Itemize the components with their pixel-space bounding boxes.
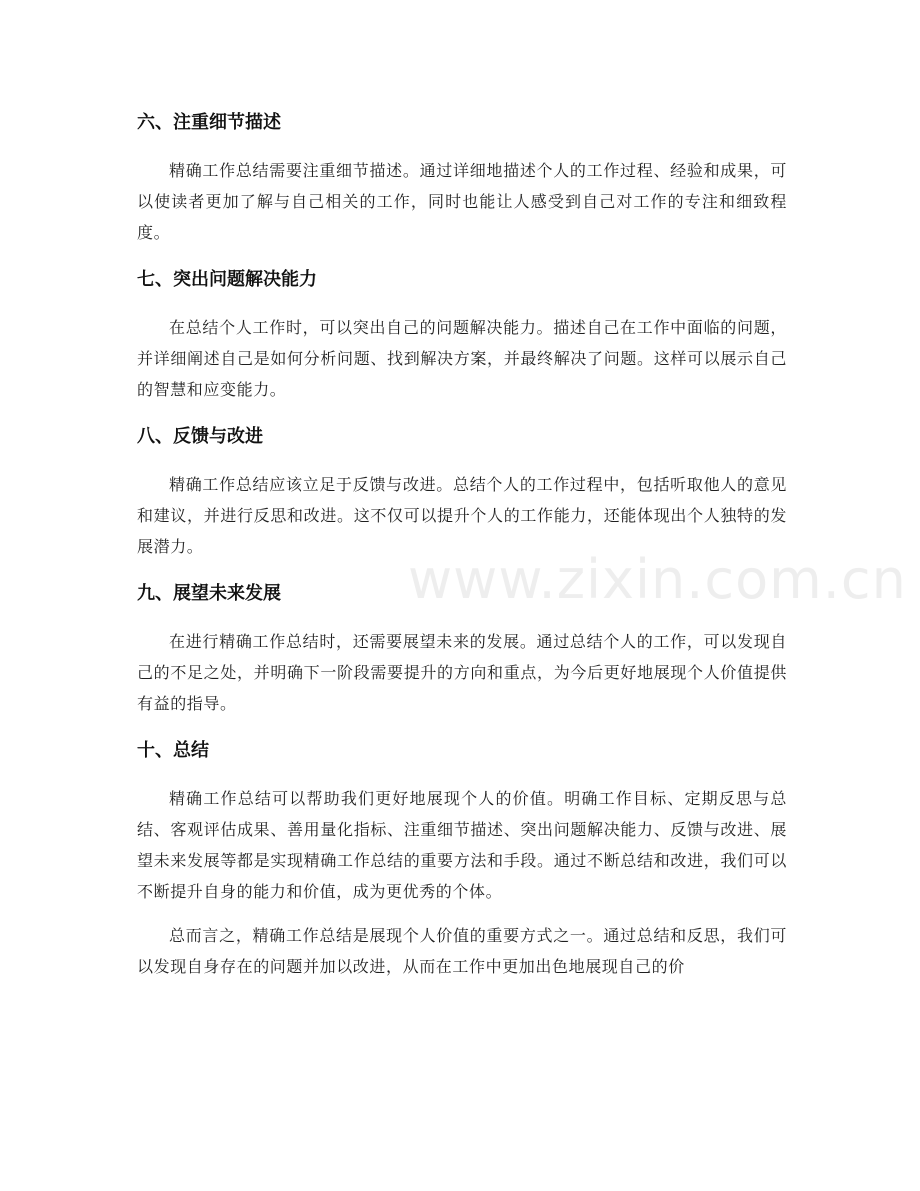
paragraph-conclusion: 总而言之，精确工作总结是展现个人价值的重要方式之一。通过总结和反思，我们可以发现自身存在的问题并加以改进，从而在工作中更加出色地展现自己的价	[137, 926, 787, 976]
paragraph-feedback-improvement: 精确工作总结应该立足于反馈与改进。总结个人的工作过程中，包括听取他人的意见和建议，并进行反思和改进。这不仅可以提升个人的工作能力，还能体现出个人独特的发展潜力。	[137, 475, 787, 556]
paragraph-detail-description: 精确工作总结需要注重细节描述。通过详细地描述个人的工作过程、经验和成果，可以使读者更加了解与自己相关的工作，同时也能让人感受到自己对工作的专注和细致程度。	[137, 161, 787, 242]
site-watermark: www.zixin.com.cn	[408, 548, 907, 611]
section-heading-8: 八、反馈与改进	[137, 426, 263, 447]
section-heading-6: 六、注重细节描述	[137, 112, 281, 133]
section-heading-10: 十、总结	[137, 740, 209, 761]
section-heading-7: 七、突出问题解决能力	[137, 269, 317, 290]
section-heading-9: 九、展望未来发展	[137, 583, 281, 604]
paragraph-problem-solving: 在总结个人工作时，可以突出自己的问题解决能力。描述自己在工作中面临的问题，并详细阐述自己是如何分析问题、找到解决方案，并最终解决了问题。这样可以展示自己的智慧和应变能力。	[137, 318, 787, 399]
document-content	[137, 103, 787, 995]
paragraph-summary: 精确工作总结可以帮助我们更好地展现个人的价值。明确工作目标、定期反思与总结、客观评估成果、善用量化指标、注重细节描述、突出问题解决能力、反馈与改进、展望未来发展等都是实现精确工作总结的重要方法和手段。通过不断总结和改进，我们可以不断提升自身的能力和价值，成为更优秀的个体。	[137, 789, 787, 901]
paragraph-future-development: 在进行精确工作总结时，还需要展望未来的发展。通过总结个人的工作，可以发现自己的不足之处，并明确下一阶段需要提升的方向和重点，为今后更好地展现个人价值提供有益的指导。	[137, 632, 787, 713]
